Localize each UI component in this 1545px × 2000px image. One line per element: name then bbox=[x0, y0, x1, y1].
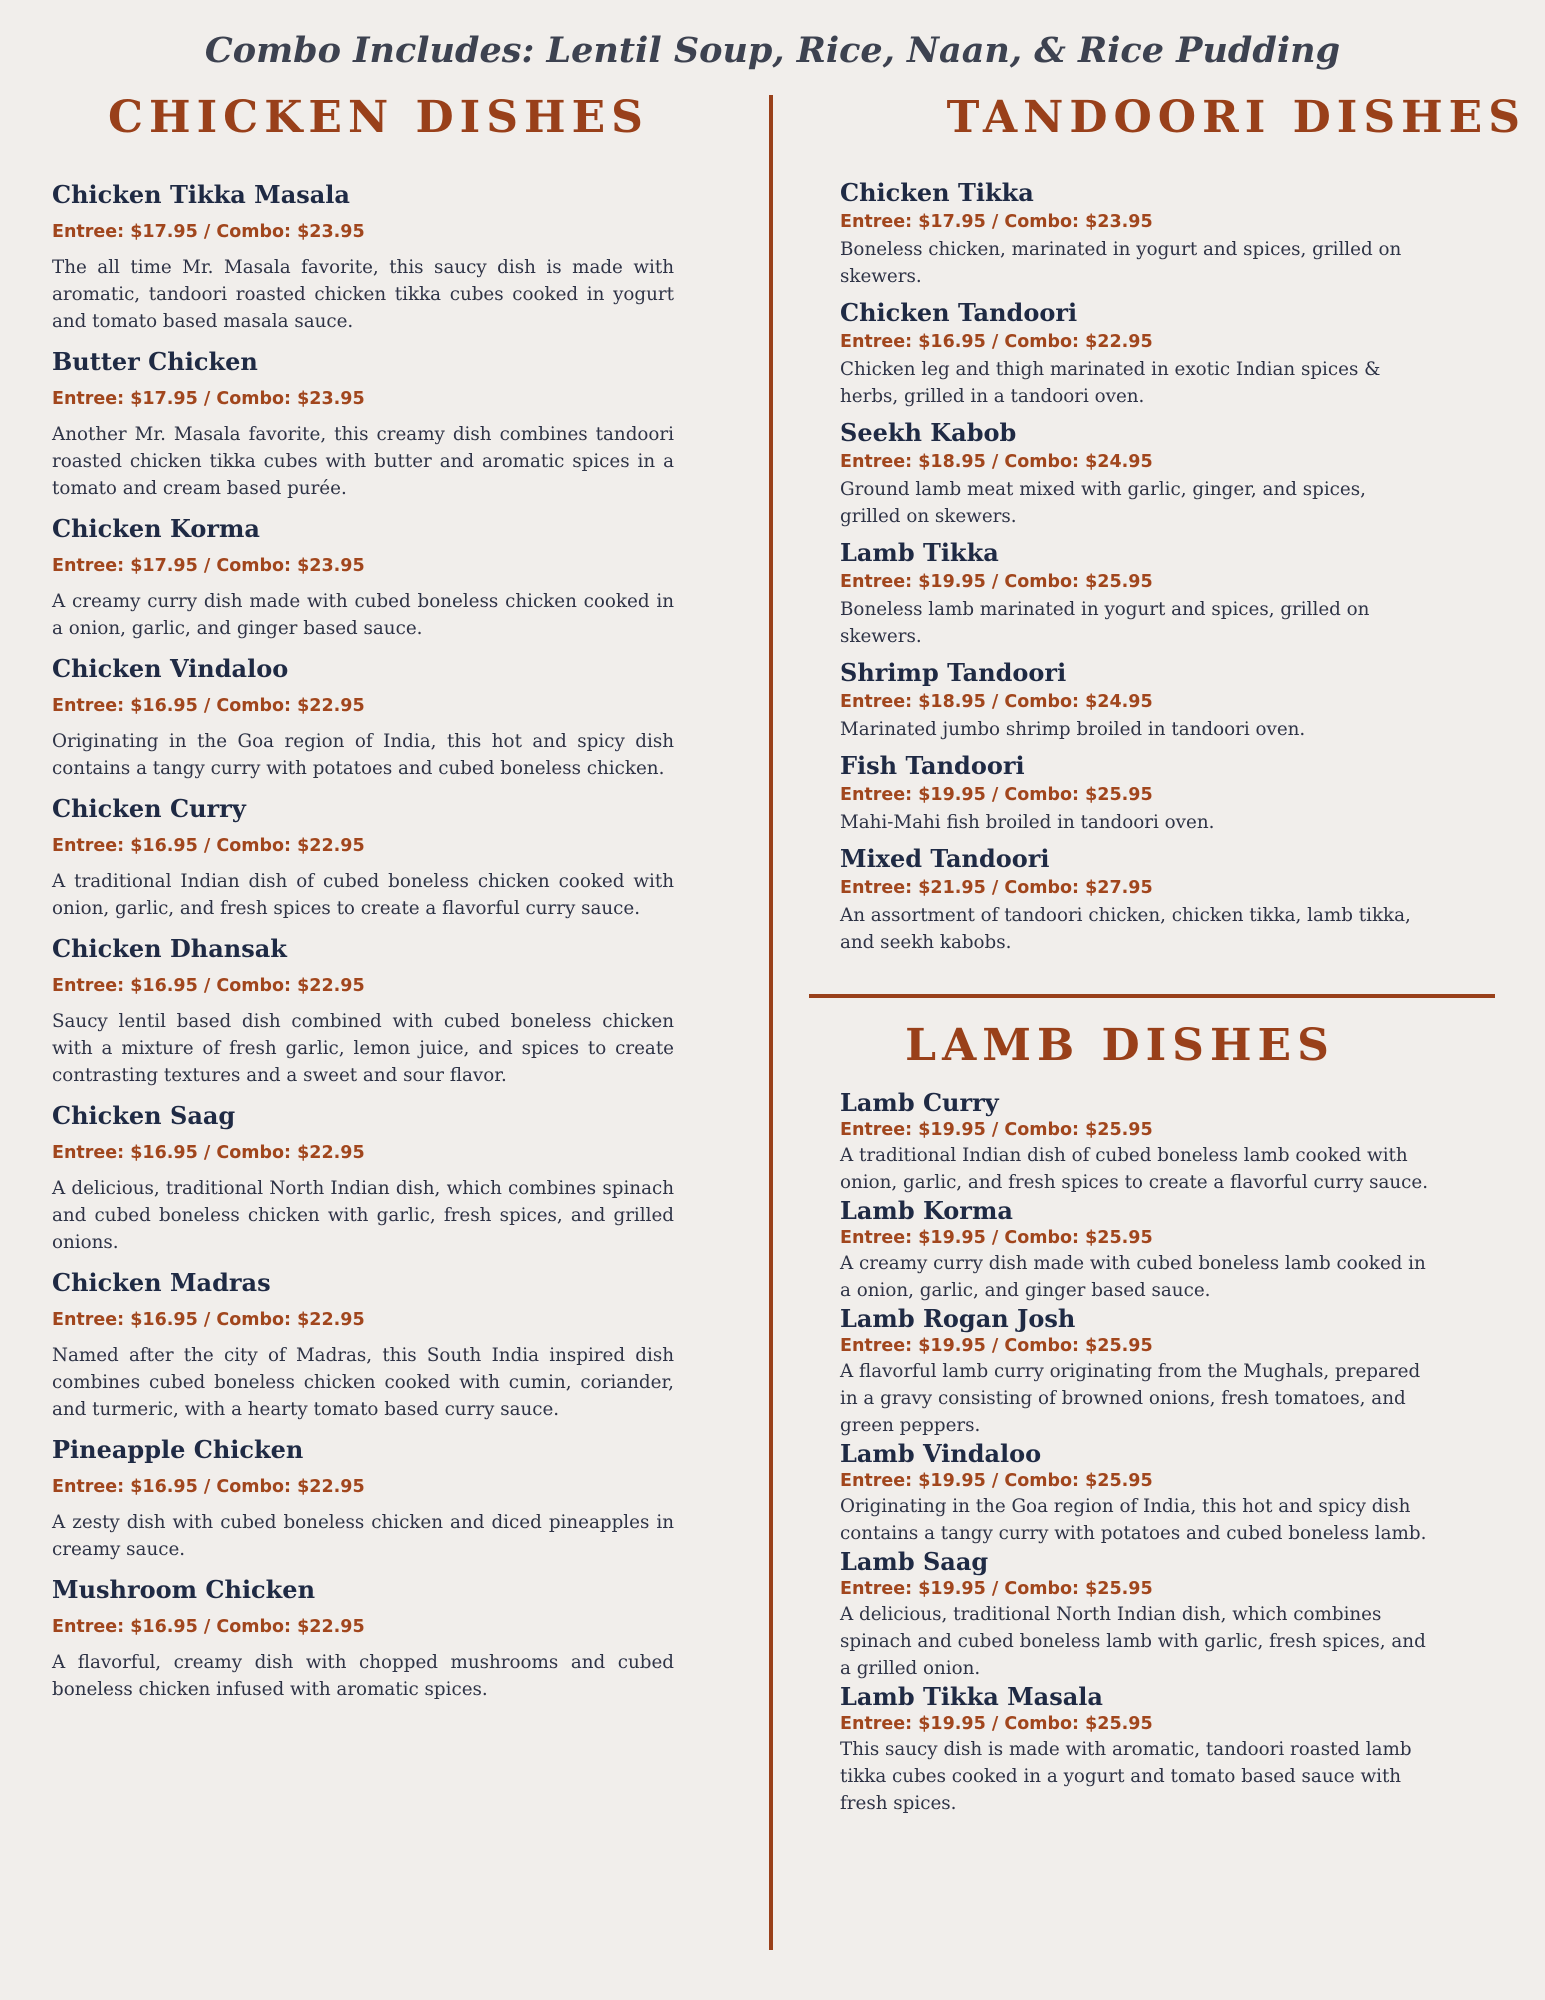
menu-item-description: Marinated jumbo shrimp broiled in tandoori oven. bbox=[840, 719, 1306, 740]
menu-item bbox=[840, 1547, 1430, 1682]
menu-item-price: Entree: $16.95 / Combo: $22.95 bbox=[52, 976, 365, 996]
menu-item bbox=[840, 1304, 1430, 1439]
menu-item-description: This saucy dish is made with aromatic, tandoori roasted lamb tikka cubes cooked in a yogurt and tomato based sauce with fresh spices. bbox=[840, 1739, 1412, 1814]
menu-item-name: Lamb Rogan Josh bbox=[840, 1304, 1076, 1333]
menu-item-name: Chicken Curry bbox=[52, 794, 246, 823]
menu-item-name: Fish Tandoori bbox=[840, 751, 1025, 780]
chicken-section bbox=[52, 92, 674, 1715]
tandoori-list bbox=[840, 178, 1430, 956]
menu-item-price: Entree: $19.95 / Combo: $25.95 bbox=[840, 1336, 1153, 1356]
menu-item-price: Entree: $19.95 / Combo: $25.95 bbox=[840, 1579, 1153, 1599]
menu-item bbox=[52, 1435, 674, 1563]
menu-item-description: Originating in the Goa region of India, this hot and spicy dish contains a tangy curry with potatoes and cubed boneless chicken. bbox=[52, 731, 674, 779]
menu-item-price: Entree: $16.95 / Combo: $22.95 bbox=[52, 836, 365, 856]
menu-item-description: A traditional Indian dish of cubed boneless chicken cooked with onion, garlic, and fresh spices to create a flavorful curry sauce. bbox=[52, 871, 674, 919]
column-divider bbox=[769, 95, 773, 1950]
menu-item-price: Entree: $19.95 / Combo: $25.95 bbox=[840, 785, 1153, 805]
menu-item-description: A creamy curry dish made with cubed boneless chicken cooked in a onion, garlic, and ginger based sauce. bbox=[52, 591, 674, 639]
menu-item-name: Lamb Vindaloo bbox=[840, 1439, 1042, 1468]
menu-item bbox=[840, 1196, 1430, 1304]
section-title-chicken: CHICKEN DISHES bbox=[108, 92, 649, 143]
menu-item-name: Lamb Curry bbox=[840, 1088, 999, 1117]
section-title-lamb: LAMB DISHES bbox=[905, 1020, 1335, 1071]
menu-item bbox=[840, 751, 1430, 836]
menu-item-description: Saucy lentil based dish combined with cubed boneless chicken with a mixture of fresh garlic, lemon juice, and spices to create contrasting textures and a sweet and sour flavor. bbox=[52, 1011, 674, 1086]
menu-item-price: Entree: $19.95 / Combo: $25.95 bbox=[840, 572, 1153, 592]
menu-item-name: Chicken Saag bbox=[52, 1101, 236, 1130]
menu-item-description: Originating in the Goa region of India, this hot and spicy dish contains a tangy curry with potatoes and cubed boneless lamb. bbox=[840, 1496, 1427, 1544]
menu-item-price: Entree: $18.95 / Combo: $24.95 bbox=[840, 692, 1153, 712]
menu-item-price: Entree: $16.95 / Combo: $22.95 bbox=[52, 696, 365, 716]
section-title-tandoori: TANDOORI DISHES bbox=[946, 92, 1526, 143]
menu-item-description: Chicken leg and thigh marinated in exotic Indian spices & herbs, grilled in a tandoori oven. bbox=[840, 359, 1381, 407]
menu-item-price: Entree: $16.95 / Combo: $22.95 bbox=[52, 1143, 365, 1163]
menu-item bbox=[840, 1439, 1430, 1547]
menu-item bbox=[52, 1268, 674, 1423]
menu-item-price: Entree: $16.95 / Combo: $22.95 bbox=[52, 1477, 365, 1497]
section-divider bbox=[809, 994, 1495, 998]
menu-item-name: Chicken Korma bbox=[52, 514, 260, 543]
menu-item-description: Named after the city of Madras, this South India inspired dish combines cubed boneless chicken cooked with cumin, coriander, and turmeric, with a hearty tomato based curry sauce. bbox=[52, 1345, 674, 1420]
menu-item-description: A creamy curry dish made with cubed boneless lamb cooked in a onion, garlic, and ginger based sauce. bbox=[840, 1253, 1426, 1301]
menu-item-name: Seekh Kabob bbox=[840, 418, 1017, 447]
lamb-section bbox=[840, 1020, 1430, 1817]
menu-item-name: Mushroom Chicken bbox=[52, 1575, 316, 1604]
menu-item bbox=[52, 180, 674, 335]
menu-item-price: Entree: $19.95 / Combo: $25.95 bbox=[840, 1471, 1153, 1491]
menu-item-price: Entree: $16.95 / Combo: $22.95 bbox=[52, 1310, 365, 1330]
menu-item-description: A delicious, traditional North Indian dish, which combines spinach and cubed boneless lamb with garlic, fresh spices, and a grilled onion. bbox=[840, 1604, 1426, 1679]
menu-item-name: Lamb Saag bbox=[840, 1547, 989, 1576]
menu-item bbox=[52, 934, 674, 1089]
menu-item-name: Lamb Korma bbox=[840, 1196, 1013, 1225]
menu-item bbox=[840, 178, 1430, 290]
menu-item-name: Lamb Tikka bbox=[840, 538, 999, 567]
menu-item-name: Butter Chicken bbox=[52, 347, 258, 376]
menu-item-name: Chicken Tikka Masala bbox=[52, 180, 350, 209]
menu-item-name: Shrimp Tandoori bbox=[840, 658, 1067, 687]
menu-item-price: Entree: $16.95 / Combo: $22.95 bbox=[840, 332, 1153, 352]
menu-item-description: A flavorful lamb curry originating from the Mughals, prepared in a gravy consisting of browned onions, fresh tomatoes, and green peppers. bbox=[840, 1361, 1421, 1436]
menu-item bbox=[52, 794, 674, 922]
chicken-list bbox=[52, 180, 674, 1703]
combo-header: Combo Includes: Lentil Soup, Rice, Naan, & Rice Pudding bbox=[204, 30, 1341, 71]
menu-item-description: Ground lamb meat mixed with garlic, ginger, and spices, grilled on skewers. bbox=[840, 479, 1366, 527]
menu-item bbox=[840, 538, 1430, 650]
menu-item bbox=[52, 1575, 674, 1703]
menu-item-description: A delicious, traditional North Indian dish, which combines spinach and cubed boneless chicken with garlic, fresh spices, and grilled onions. bbox=[52, 1178, 674, 1253]
menu-item-description: A flavorful, creamy dish with chopped mushrooms and cubed boneless chicken infused with aromatic spices. bbox=[52, 1652, 674, 1700]
menu-item-name: Mixed Tandoori bbox=[840, 844, 1050, 873]
menu-item-price: Entree: $17.95 / Combo: $23.95 bbox=[52, 556, 365, 576]
tandoori-section bbox=[840, 92, 1526, 964]
menu-item-name: Chicken Tandoori bbox=[840, 298, 1078, 327]
menu-item-description: A traditional Indian dish of cubed boneless lamb cooked with onion, garlic, and fresh spices to create a flavorful curry sauce. bbox=[840, 1145, 1429, 1193]
menu-item bbox=[840, 1088, 1430, 1196]
menu-item-description: Another Mr. Masala favorite, this creamy dish combines tandoori roasted chicken tikka cubes with butter and aromatic spices in a tomato and cream based purée. bbox=[52, 424, 674, 499]
menu-item-name: Chicken Tikka bbox=[840, 178, 1034, 207]
menu-item-name: Chicken Vindaloo bbox=[52, 654, 289, 683]
menu-item-description: Boneless chicken, marinated in yogurt and spices, grilled on skewers. bbox=[840, 239, 1402, 287]
menu-item-description: Mahi-Mahi fish broiled in tandoori oven. bbox=[840, 812, 1215, 833]
menu-item-description: A zesty dish with cubed boneless chicken and diced pineapples in creamy sauce. bbox=[52, 1512, 674, 1560]
menu-item-price: Entree: $16.95 / Combo: $22.95 bbox=[52, 1617, 365, 1637]
menu-item-price: Entree: $17.95 / Combo: $23.95 bbox=[52, 222, 365, 242]
menu-item-price: Entree: $19.95 / Combo: $25.95 bbox=[840, 1120, 1153, 1140]
menu-item-description: The all time Mr. Masala favorite, this saucy dish is made with aromatic, tandoori roasted chicken tikka cubes cooked in yogurt and tomato based masala sauce. bbox=[52, 257, 674, 332]
menu-item bbox=[840, 844, 1430, 956]
menu-item bbox=[840, 1682, 1430, 1817]
menu-item-price: Entree: $17.95 / Combo: $23.95 bbox=[840, 212, 1153, 232]
menu-item-price: Entree: $19.95 / Combo: $25.95 bbox=[840, 1714, 1153, 1734]
lamb-list bbox=[840, 1088, 1430, 1817]
menu-item bbox=[840, 418, 1430, 530]
menu-item bbox=[52, 1101, 674, 1256]
menu-item-price: Entree: $18.95 / Combo: $24.95 bbox=[840, 452, 1153, 472]
menu-item bbox=[52, 514, 674, 642]
menu-item-name: Pineapple Chicken bbox=[52, 1435, 304, 1464]
menu-item bbox=[840, 298, 1430, 410]
menu-item bbox=[52, 654, 674, 782]
menu-item-name: Chicken Madras bbox=[52, 1268, 271, 1297]
menu-item-description: Boneless lamb marinated in yogurt and spices, grilled on skewers. bbox=[840, 599, 1370, 647]
menu-item bbox=[52, 347, 674, 502]
menu-item-name: Chicken Dhansak bbox=[52, 934, 287, 963]
menu-item-price: Entree: $17.95 / Combo: $23.95 bbox=[52, 389, 365, 409]
menu-item bbox=[840, 658, 1430, 743]
menu-item-description: An assortment of tandoori chicken, chicken tikka, lamb tikka, and seekh kabobs. bbox=[840, 905, 1411, 953]
menu-item-name: Lamb Tikka Masala bbox=[840, 1682, 1103, 1711]
menu-item-price: Entree: $21.95 / Combo: $27.95 bbox=[840, 878, 1153, 898]
menu-item-price: Entree: $19.95 / Combo: $25.95 bbox=[840, 1228, 1153, 1248]
